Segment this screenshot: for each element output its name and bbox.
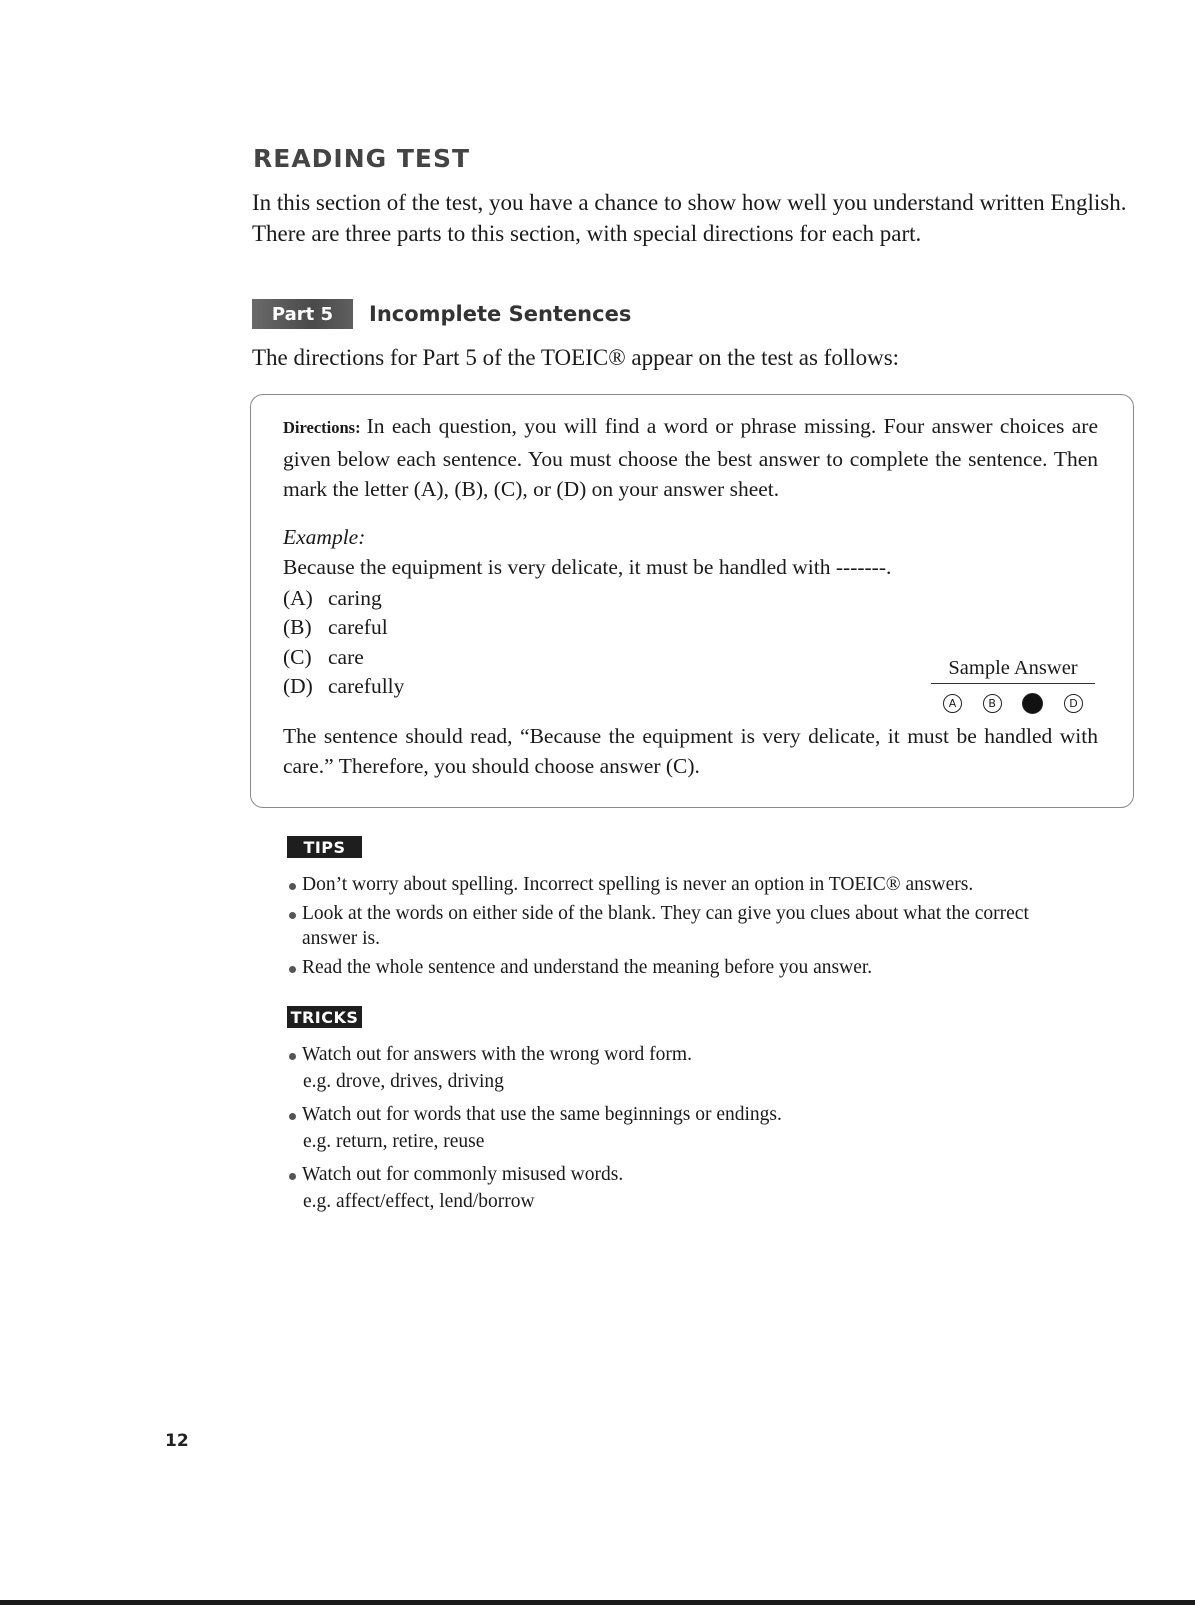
part-badge: Part 5 [252, 299, 353, 329]
bubble-d: D [1064, 694, 1083, 713]
directions-body: In each question, you will find a word or phrase missing. Four answer choices are given below each sentence. You must choose the best answer to complete the sentence. Then mark the letter (A), (B), (C), or (D) on your answer sheet. [283, 414, 1098, 501]
tricks-label: TRICKS [287, 1006, 362, 1028]
option-text: caring [328, 586, 382, 610]
tip-item: Read the whole sentence and understand the meaning before you answer. [287, 955, 1087, 980]
bubble-b: B [983, 694, 1002, 713]
directions-lead: Directions: [283, 418, 361, 437]
sample-answer [931, 657, 1095, 714]
tricks-list [287, 1042, 1087, 1222]
trick-text: Watch out for answers with the wrong word form. [302, 1044, 692, 1065]
example-label: Example: [283, 525, 366, 549]
option-a [283, 584, 404, 613]
sample-answer-title: Sample Answer [931, 657, 1095, 684]
directions-box [250, 394, 1134, 808]
option-letter: (A) [283, 586, 313, 610]
trick-item [287, 1162, 1087, 1217]
option-letter: (C) [283, 644, 312, 669]
option-b [283, 613, 404, 642]
page-bottom-edge [0, 1600, 1195, 1605]
trick-item [287, 1102, 1087, 1157]
trick-example: e.g. return, retire, reuse [303, 1131, 485, 1152]
option-text: careful [328, 615, 388, 640]
bubble-a: A [943, 694, 962, 713]
part-header [252, 298, 631, 330]
part-title: Incomplete Sentences [369, 302, 632, 326]
part-subtitle: The directions for Part 5 of the TOEIC® appear on the test as follows: [252, 345, 900, 370]
option-letter: (D) [283, 673, 313, 698]
trick-example: e.g. drove, drives, driving [303, 1071, 504, 1092]
directions-text [283, 411, 1098, 505]
trick-text: Watch out for words that use the same beginnings or endings. [302, 1104, 782, 1125]
tip-item: Look at the words on either side of the blank. They can give you clues about what the correct answer is. [287, 901, 1087, 951]
section-intro: In this section of the test, you have a chance to show how well you understand written English. There are three parts to this section, with special directions for each part. [252, 190, 1127, 246]
option-text: care [328, 644, 364, 669]
example-explanation: The sentence should read, “Because the equipment is very delicate, it must be handled with care.” Therefore, you should choose answer (C). [283, 724, 1098, 778]
tips-label: TIPS [287, 836, 362, 858]
bubble-c [1022, 693, 1043, 714]
option-letter: (B) [283, 615, 312, 640]
option-text: carefully [328, 673, 405, 698]
answer-options [283, 584, 404, 701]
option-d [283, 672, 404, 701]
answer-bubbles [943, 694, 1083, 714]
option-c [283, 643, 404, 672]
page-number: 12 [165, 1431, 189, 1451]
tips-list [287, 872, 1087, 984]
section-heading: READING TEST [253, 144, 471, 173]
trick-example: e.g. affect/effect, lend/borrow [303, 1191, 535, 1212]
tip-item: Don’t worry about spelling. Incorrect spelling is never an option in TOEIC® answers. [287, 872, 1087, 897]
example-question: Because the equipment is very delicate, it must be handled with -------. [283, 555, 892, 579]
trick-text: Watch out for commonly misused words. [302, 1164, 624, 1185]
trick-item [287, 1042, 1087, 1097]
